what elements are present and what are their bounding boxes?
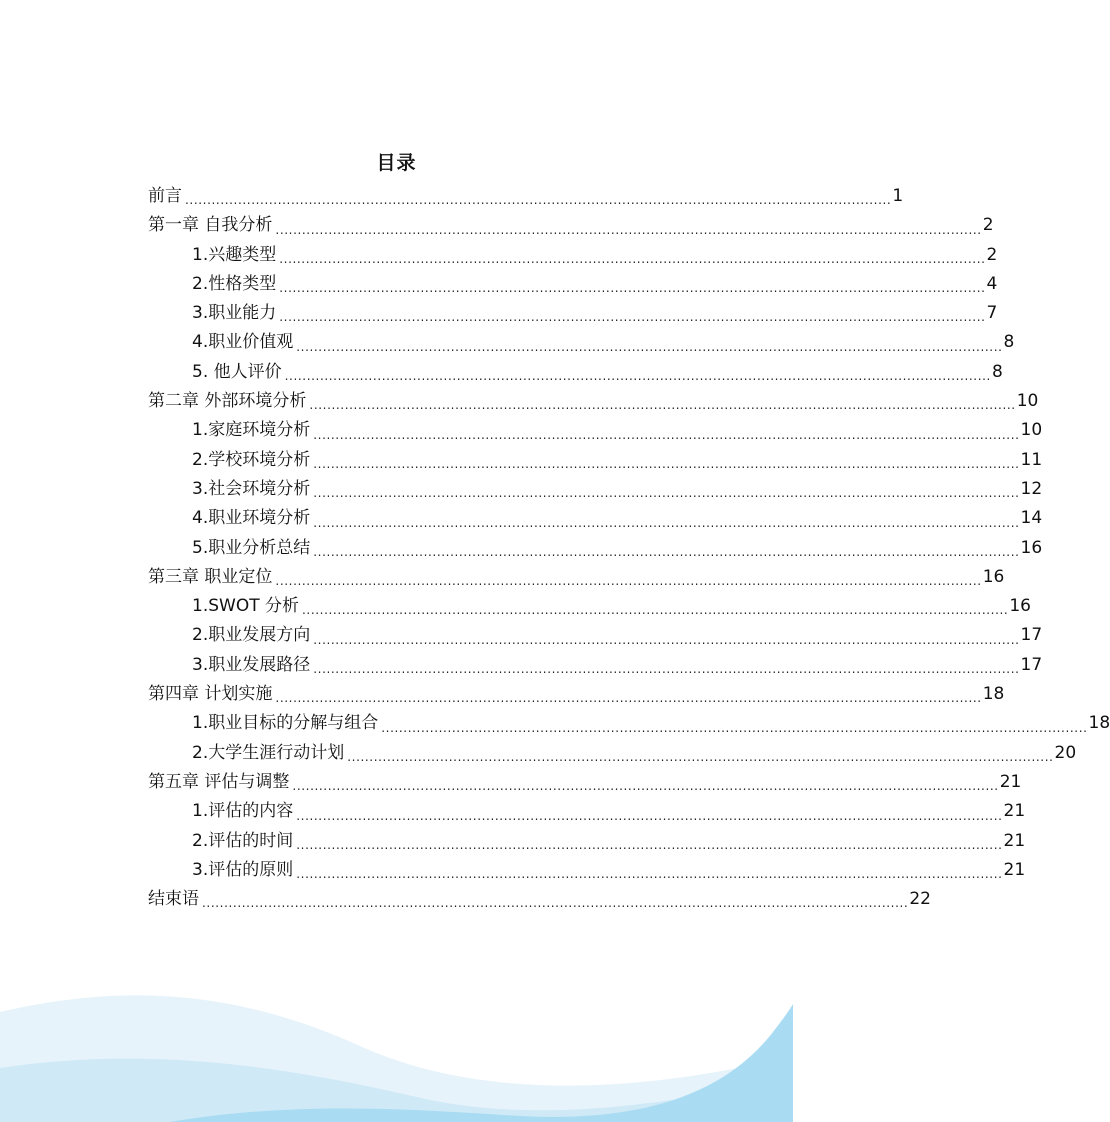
toc-leader-dots: ................................................................................................................................................................ — [279, 251, 986, 266]
toc-page-number: 8 — [991, 361, 1003, 382]
toc-entry-label: 2.评估的时间 — [192, 830, 294, 851]
toc-leader-dots: ................................................................................................................................................................ — [302, 603, 1009, 618]
toc-page-number: 20 — [1054, 742, 1077, 763]
toc-entry-label: 1.家庭环境分析 — [192, 420, 311, 441]
toc-entry-label: 第一章 自我分析 — [148, 215, 273, 236]
toc-entry[interactable] — [148, 241, 998, 270]
toc-entry[interactable] — [148, 504, 1043, 533]
toc-leader-dots: ................................................................................................................................................................ — [313, 427, 1020, 442]
toc-page-number: 2 — [982, 215, 994, 236]
toc-page-number: 21 — [999, 771, 1022, 792]
toc-page-number: 10 — [1016, 391, 1039, 412]
toc-leader-dots: ................................................................................................................................................................ — [296, 837, 1003, 852]
toc-entry-label: 第三章 职业定位 — [148, 566, 273, 587]
toc-leader-dots: ................................................................................................................................................................ — [185, 193, 892, 208]
toc-page-number: 2 — [986, 244, 998, 265]
toc-entry[interactable] — [148, 270, 998, 299]
toc-page-number: 22 — [909, 889, 931, 910]
toc-leader-dots: ................................................................................................................................................................ — [313, 544, 1020, 559]
toc-entry-label: 5. 他人评价 — [192, 361, 282, 382]
toc-leader-dots: ................................................................................................................................................................ — [313, 456, 1020, 471]
toc-leader-dots: ................................................................................................................................................................ — [309, 398, 1016, 413]
toc-entry[interactable] — [148, 358, 1003, 387]
toc-entry-label: 2.学校环境分析 — [192, 449, 311, 470]
toc-entry[interactable] — [148, 827, 1026, 856]
toc-leader-dots: ................................................................................................................................................................ — [279, 310, 986, 325]
toc-entry-label: 第四章 计划实施 — [148, 684, 273, 705]
toc-entry-label: 2.大学生涯行动计划 — [192, 742, 345, 763]
toc-page-number: 11 — [1020, 449, 1043, 470]
toc-entry-label: 3.职业能力 — [192, 303, 277, 324]
toc-entry[interactable] — [148, 211, 994, 240]
toc-entry-label: 第二章 外部环境分析 — [148, 391, 307, 412]
toc-page-number: 17 — [1020, 654, 1043, 675]
toc-leader-dots: ................................................................................................................................................................ — [275, 691, 982, 706]
toc-page-number: 7 — [986, 303, 998, 324]
toc-leader-dots: ................................................................................................................................................................ — [275, 574, 982, 589]
toc-page-number: 8 — [1003, 332, 1015, 353]
toc-page-number: 17 — [1020, 625, 1043, 646]
toc-entry[interactable] — [148, 709, 1110, 738]
toc-leader-dots: ................................................................................................................................................................ — [313, 515, 1020, 530]
table-of-contents — [148, 182, 1110, 914]
toc-entry[interactable] — [148, 299, 998, 328]
toc-entry[interactable] — [148, 328, 1015, 357]
wave-decoration — [0, 960, 793, 1122]
toc-entry-label: 1.评估的内容 — [192, 801, 294, 822]
toc-leader-dots: ................................................................................................................................................................ — [313, 632, 1020, 647]
toc-leader-dots: ................................................................................................................................................................ — [381, 720, 1088, 735]
toc-entry[interactable] — [148, 534, 1043, 563]
toc-leader-dots: ................................................................................................................................................................ — [279, 281, 986, 296]
toc-page-number: 16 — [1009, 596, 1031, 617]
toc-entry[interactable] — [148, 680, 1005, 709]
toc-entry[interactable] — [148, 182, 904, 211]
toc-leader-dots: ................................................................................................................................................................ — [202, 896, 909, 911]
toc-title: 目录 — [376, 152, 417, 174]
toc-entry[interactable] — [148, 797, 1026, 826]
toc-entry[interactable] — [148, 885, 931, 914]
toc-entry-label: 2.职业发展方向 — [192, 625, 311, 646]
toc-entry-label: 1.职业目标的分解与组合 — [192, 713, 379, 734]
toc-page-number: 21 — [1003, 801, 1026, 822]
toc-page-number: 21 — [1003, 859, 1026, 880]
toc-entry-label: 3.评估的原则 — [192, 859, 294, 880]
toc-entry-label: 3.职业发展路径 — [192, 654, 311, 675]
toc-entry[interactable] — [148, 563, 1005, 592]
toc-page-number: 16 — [982, 566, 1005, 587]
toc-leader-dots: ................................................................................................................................................................ — [313, 662, 1020, 677]
toc-page-number: 10 — [1020, 420, 1043, 441]
toc-entry-label: 5.职业分析总结 — [192, 537, 311, 558]
toc-entry[interactable] — [148, 856, 1026, 885]
toc-entry[interactable] — [148, 446, 1043, 475]
toc-entry-label: 第五章 评估与调整 — [148, 771, 290, 792]
toc-entry-label: 4.职业价值观 — [192, 332, 294, 353]
toc-entry-label: 4.职业环境分析 — [192, 508, 311, 529]
toc-leader-dots: ................................................................................................................................................................ — [296, 339, 1003, 354]
toc-page-number: 12 — [1020, 478, 1043, 499]
toc-leader-dots: ................................................................................................................................................................ — [347, 749, 1054, 764]
toc-leader-dots: ................................................................................................................................................................ — [296, 867, 1003, 882]
toc-leader-dots: ................................................................................................................................................................ — [313, 486, 1020, 501]
toc-entry-label: 1.SWOT 分析 — [192, 596, 299, 617]
toc-entry-label: 2.性格类型 — [192, 273, 277, 294]
toc-page-number: 4 — [986, 273, 998, 294]
toc-page-number: 21 — [1003, 830, 1026, 851]
toc-page-number: 18 — [1088, 713, 1110, 734]
toc-entry[interactable] — [148, 416, 1043, 445]
toc-entry-label: 3.社会环境分析 — [192, 478, 311, 499]
toc-page-number: 16 — [1020, 537, 1043, 558]
toc-leader-dots: ................................................................................................................................................................ — [275, 222, 982, 237]
toc-leader-dots: ................................................................................................................................................................ — [296, 808, 1003, 823]
toc-page-number: 14 — [1020, 508, 1043, 529]
toc-page-number: 18 — [982, 684, 1005, 705]
toc-entry-label: 1.兴趣类型 — [192, 244, 277, 265]
toc-entry-label: 前言 — [148, 186, 182, 206]
toc-leader-dots: ................................................................................................................................................................ — [292, 779, 999, 794]
toc-page-number: 1 — [892, 186, 904, 206]
toc-entry[interactable] — [148, 621, 1043, 650]
toc-entry[interactable] — [148, 739, 1077, 768]
toc-entry[interactable] — [148, 592, 1031, 621]
toc-entry[interactable] — [148, 475, 1043, 504]
toc-entry[interactable] — [148, 768, 1022, 797]
toc-entry-label: 结束语 — [148, 889, 199, 910]
toc-entry[interactable] — [148, 651, 1043, 680]
toc-entry[interactable] — [148, 387, 1039, 416]
toc-leader-dots: ................................................................................................................................................................ — [284, 369, 991, 384]
